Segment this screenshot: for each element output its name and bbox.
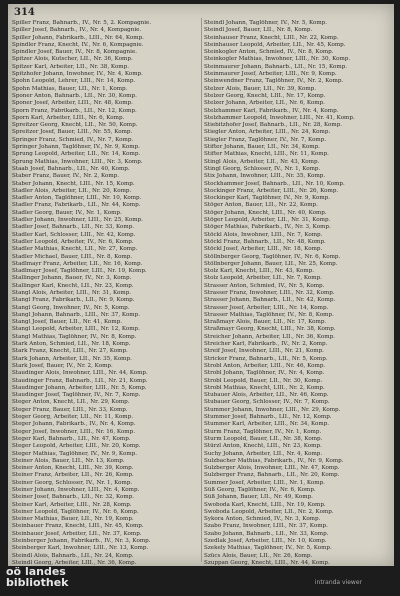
entry-line: Stingl Alois, Arbeiter, LII., Nr. 43, Komp. — [204, 158, 320, 165]
entry-line: Stangl Franz, Fabrikarb., LII., Nr. 9, Komp. — [12, 297, 135, 304]
entry-line: Stadler Georg, Bauer, IV., Nr. 1, Komp. — [12, 209, 122, 216]
entry-line: Streicher Karl, Fabrikarb., IV., Nr. 2, Komp. — [204, 341, 328, 348]
page-number: 314 — [14, 7, 35, 18]
entry-line: Steger Mathias, Taglöhner, IV., Nr. 9, Komp. — [12, 450, 137, 457]
viewer-footer — [0, 566, 400, 596]
entry-line: Stangl Johann, Bahnarb., LIII., Nr. 37, Komp. — [12, 311, 140, 318]
entry-line: Spitzer Alois, Kutscher, LII., Nr. 36, Komp. — [12, 56, 133, 63]
entry-line: Spreitzer Georg, Knecht, LII., Nr. 50, Komp. — [12, 122, 138, 129]
entry-line: Steger Georg, Arbeiter, LII., Nr. 11, Komp. — [12, 414, 133, 421]
entry-line: Staber Franz, Bauer, IV., Nr. 2, Komp. — [12, 173, 120, 180]
entry-line: Steger Karl, Bahnarb., LII., Nr. 47, Komp. — [12, 435, 131, 442]
entry-line: Springer Johann, Taglöhner, IV., Nr. 9, Komp. — [12, 144, 140, 151]
entry-line: Staab Josef, Bahnarb., LII., Nr. 40, Komp. — [12, 165, 130, 172]
entry-line: Stürzl Anton, Knecht, LIII., Nr. 23, Komp. — [204, 443, 322, 450]
right-column — [204, 20, 392, 566]
entry-line: Stingl Georg, Schlosser, IV., Nr. 1, Komp. — [204, 165, 321, 172]
entry-line: Steinmaurer Josef, Arbeiter, LIII., Nr. 9, Komp. — [204, 71, 337, 78]
entry-line: Strasser Mathias, Taglöhner, IV., Nr. 8, Komp. — [204, 311, 334, 318]
entry-line: Steiner Johann, Inwohner, LIII., Nr. 4, Komp. — [12, 487, 140, 493]
entry-line: Stifter Johann, Bauer, LII., Nr. 34, Komp. — [204, 144, 320, 151]
entry-line: Steiner Alois, Bauer, LII., Nr. 13, Komp. — [12, 457, 125, 464]
entry-line: Steiner Leopold, Taglöhner, IV., Nr. 6, Komp. — [12, 508, 139, 515]
entry-line: Stricker Franz, Bahnarb., LII., Nr. 5, Komp. — [204, 355, 328, 362]
entry-line: Stöger Mathias, Fabrikarb., IV., Nr. 3, Komp. — [204, 224, 331, 231]
entry-line: Steindl Josef, Bauer, LII., Nr. 8, Komp. — [204, 27, 313, 34]
library-logo[interactable] — [6, 566, 68, 588]
entry-line: Steiner Karl, Arbeiter, LIII., Nr. 28, Komp. — [12, 501, 132, 508]
entry-line: Strasser Josef, Arbeiter, LIII., Nr. 14, Komp. — [204, 304, 329, 311]
entry-line: Stelzhammer Leopold, Inwohner, LIII., Nr. 41, Komp. — [204, 114, 355, 121]
entry-line: Szabo Franz, Inwohner, LIII., Nr. 37, Komp. — [204, 523, 328, 530]
entry-line: Staber Johann, Knecht, LIII., Nr. 15, Komp. — [12, 180, 135, 187]
entry-line: Spitzer Karl, Arbeiter, LII., Nr. 38, Komp. — [12, 63, 129, 70]
entry-line: Steindl Georg, Arbeiter, LIII., Nr. 36, Komp. — [12, 559, 137, 566]
entry-line: Stöckl Alois, Inwohner, LIII., Nr. 7, Komp. — [204, 231, 323, 238]
entry-line: Sturm Franz, Taglöhner, IV., Nr. 1, Komp. — [204, 428, 322, 435]
entry-line: Stadler Franz, Fabrikarb., LII., Nr. 44, Komp. — [12, 202, 141, 209]
entry-line: Steinbauer Josef, Arbeiter, LII., Nr. 37, Komp. — [12, 530, 142, 537]
entry-line: Sulzberger Franz, Bahnarb., LII., Nr. 20, Komp. — [204, 472, 340, 479]
entry-line: Sulzberger Alois, Inwohner, LIII., Nr. 47, Komp. — [204, 465, 340, 472]
entry-line: Stöger Johann, Knecht, LIII., Nr. 40, Komp. — [204, 209, 327, 216]
left-column — [12, 20, 200, 566]
entry-line: Swoboda Karl, Knecht, LIII., Nr. 19, Komp. — [204, 501, 326, 508]
entry-line: Stelzer Alois, Bauer, LII., Nr. 39, Komp. — [204, 85, 316, 92]
entry-line: Stummer Karl, Arbeiter, LIII., Nr. 34, Komp. — [204, 421, 330, 428]
entry-line: Stangl Georg, Inwohner, IV., Nr. 5, Komp. — [12, 304, 130, 311]
entry-line: Strasser Franz, Inwohner, LIII., Nr. 32, Komp. — [204, 289, 335, 296]
entry-line: Staudinger Franz, Bahnarb., LII., Nr. 21, Komp. — [12, 377, 148, 384]
viewer-label: intranda viewer — [314, 579, 362, 586]
entry-line: Strobl Johann, Taglöhner, IV., Nr. 4, Komp. — [204, 370, 325, 377]
entry-line: Stöllnberger Georg, Taglöhner, IV., Nr. 6, Komp. — [204, 253, 341, 260]
entry-line: Spindler Josef, Bauer, IV., Nr. 8, Kompagnie. — [12, 49, 138, 56]
entry-line: Szuppan Georg, Knecht, LIII., Nr. 44, Komp. — [204, 559, 330, 566]
entry-line: Stadlmayr Josef, Taglöhner, LIII., Nr. 19, Komp. — [12, 268, 147, 275]
entry-line: Szekely Mathias, Taglöhner, IV., Nr. 5, Komp. — [204, 545, 332, 552]
entry-line: Steiner Josef, Bahnarb., LII., Nr. 32, Komp. — [12, 494, 135, 501]
entry-line: Stockhammer Josef, Bahnarb., LII., Nr. 10, Komp. — [204, 180, 345, 187]
entry-line: Stark Franz, Knecht, LIII., Nr. 27, Komp. — [12, 348, 128, 355]
entry-line: Stadler Michael, Bauer, LIII., Nr. 8, Komp. — [12, 253, 133, 260]
entry-line: Stadler Karl, Schlosser, LIII., Nr. 42, Komp. — [12, 231, 136, 238]
entry-line: Streif Josef, Inwohner, LIII., Nr. 21, Komp. — [204, 348, 324, 355]
entry-line: Spohn Mathias, Bauer, LII., Nr. 1, Komp. — [12, 85, 128, 92]
entry-line: Sponer Anton, Bahnarb., LII., Nr. 30, Komp. — [12, 92, 137, 99]
entry-line: Strobl Anton, Arbeiter, LIII., Nr. 46, Komp. — [204, 362, 326, 369]
entry-line: Spiller Josef, Bahnarb., IV., Nr. 4, Kompagnie. — [12, 27, 142, 34]
entry-line: Steger Johann, Fabrikarb., IV., Nr. 4, Komp. — [12, 421, 136, 428]
entry-line: Stockinger Franz, Arbeiter, LIII., Nr. 26, Komp. — [204, 187, 339, 194]
entry-line: Suchy Johann, Arbeiter, LII., Nr. 4, Komp. — [204, 450, 323, 457]
entry-line: Stubauer Alois, Arbeiter, LII., Nr. 46, Komp. — [204, 392, 329, 399]
entry-line: Steindl Johann, Taglöhner, IV., Nr. 5, Komp. — [204, 20, 328, 26]
entry-line: Stöllnberger Johann, Bauer, LII., Nr. 25, Komp. — [204, 260, 338, 267]
entry-line: Staudinger Johann, Arbeiter, LIII., Nr. 5, Komp. — [12, 384, 147, 391]
scanned-page — [8, 4, 394, 566]
entry-line: Steinmaurer Johann, Bahnarb., LII., Nr. 15, Komp. — [204, 63, 348, 70]
entry-line: Strasser Anton, Schmied, IV., Nr. 5, Komp. — [204, 282, 325, 289]
entry-line: Summer Josef, Arbeiter, LIII., Nr. 1, Komp. — [204, 479, 325, 486]
entry-line: Spitzhofer Johann, Inwohner, IV., Nr. 4, Komp. — [12, 71, 143, 78]
entry-line: Strobl Leopold, Bauer, LII., Nr. 30, Komp. — [204, 377, 323, 384]
entry-line: Steinberger Karl, Inwohner, LIII., Nr. 13, Komp. — [12, 545, 149, 552]
entry-line: Stöckl Franz, Bahnarb., LII., Nr. 48, Komp. — [204, 238, 326, 245]
entry-line: Stöger Anton, Bauer, LII., Nr. 22, Komp. — [204, 202, 318, 209]
entry-line: Stadler Johann, Inwohner, LIII., Nr. 25, Komp. — [12, 217, 143, 224]
entry-line: Stangl Mathias, Taglöhner, IV., Nr. 8, Komp. — [12, 333, 137, 340]
entry-line: Springer Franz, Schmied, IV., Nr. 7, Komp. — [12, 136, 134, 143]
entry-line: Steiner Georg, Schlosser, IV., Nr. 1, Komp. — [12, 479, 133, 486]
entry-line: Szabo Johann, Bahnarb., LII., Nr. 33, Komp. — [204, 530, 329, 537]
entry-line: Stelzhammer Karl, Fabrikarb., IV., Nr. 4, Komp. — [204, 107, 339, 114]
entry-line: Stolz Karl, Knecht, LIII., Nr. 43, Komp. — [204, 268, 315, 275]
entry-line: Süß Johann, Bauer, LII., Nr. 49, Komp. — [204, 494, 313, 501]
entry-line: Stöger Leopold, Arbeiter, LII., Nr. 31, Komp. — [204, 217, 331, 224]
logo-line-1: oö landes — [6, 565, 66, 578]
entry-line: Sprung Mathias, Inwohner, LIII., Nr. 3, Komp. — [12, 158, 143, 165]
entry-line: Stadler Leopold, Arbeiter, IV., Nr. 6, Komp. — [12, 238, 134, 245]
entry-line: Stöckl Josef, Arbeiter, LIII., Nr. 18, Komp. — [204, 246, 323, 253]
entry-line: Stangl Leopold, Arbeiter, LIII., Nr. 12, Komp. — [12, 326, 140, 333]
entry-line: Steindl Alois, Bahnarb., LII., Nr. 24, Komp. — [12, 552, 134, 559]
entry-line: Stangl Josef, Bauer, LII., Nr. 41, Komp. — [12, 319, 123, 326]
entry-line: Sturm Leopold, Bauer, LII., Nr. 38, Komp. — [204, 435, 323, 442]
entry-line: Sporn Karl, Arbeiter, LIII., Nr. 6, Komp. — [12, 114, 125, 121]
entry-line: Spiller Franz, Bahnarb., IV., Nr. 5, 2. Kompagnie. — [12, 20, 152, 26]
entry-line: Stark Johann, Arbeiter, LII., Nr. 35, Komp. — [12, 355, 132, 362]
entry-line: Staudinger Alois, Inwohner, LIII., Nr. 44, Komp. — [12, 370, 148, 377]
entry-line: Stiegler Franz, Taglöhner, IV., Nr. 7, Komp. — [204, 136, 327, 143]
entry-line: Steinkogler Anton, Schmied, IV., Nr. 8, Komp. — [204, 49, 334, 56]
entry-line: Stummer Josef, Bahnarb., LII., Nr. 12, Komp. — [204, 414, 332, 421]
entry-line: Stifter Mathias, Knecht, LIII., Nr. 11, Komp. — [204, 151, 329, 158]
entry-line: Stelzer Johann, Arbeiter, LII., Nr. 6, Komp. — [204, 100, 325, 107]
entry-line: Stadler Mathias, Knecht, LII., Nr. 27, Komp. — [12, 246, 138, 253]
entry-line: Strobl Mathias, Knecht, LIII., Nr. 2, Komp. — [204, 384, 325, 391]
entry-line: Sprung Leopold, Arbeiter, LII., Nr. 14, Komp. — [12, 151, 141, 158]
entry-line: Steger Josef, Inwohner, LIII., Nr. 16, Komp. — [12, 428, 135, 435]
entry-line: Stiegler Anton, Arbeiter, LIII., Nr. 24, Komp. — [204, 129, 331, 136]
column-divider — [201, 18, 202, 562]
entry-line: Sponer Josef, Arbeiter, LIII., Nr. 48, Komp. — [12, 100, 133, 107]
entry-line: Spiller Johann, Fabrikarb., LIII., Nr. 64, Komp. — [12, 34, 144, 41]
entry-line: Stallinger Johann, Bauer, IV., Nr. 3, Komp. — [12, 275, 132, 282]
entry-line: Steger Anton, Knecht, LII., Nr. 29, Komp. — [12, 399, 130, 406]
entry-line: Steger Leopold, Arbeiter, LIII., Nr. 20, Komp. — [12, 443, 141, 450]
entry-line: Stubauer Georg, Schlosser, IV., Nr. 7, Komp. — [204, 399, 330, 406]
entry-line: Swoboda Leopold, Arbeiter, LII., Nr. 2, Komp. — [204, 508, 334, 515]
entry-line: Stelzer Georg, Knecht, LIII., Nr. 17, Komp. — [204, 92, 326, 99]
entry-line: Stangl Alois, Arbeiter, LIII., Nr. 31, Komp. — [12, 289, 132, 296]
entry-line: Stark Anton, Schmied, LII., Nr. 18, Komp. — [12, 341, 131, 348]
entry-line: Stix Johann, Inwohner, LIII., Nr. 35, Komp. — [204, 173, 326, 180]
entry-line: Stiebitzhofer Josef, Bahnarb., LII., Nr. 28, Komp. — [204, 122, 343, 129]
entry-line: Steinhauser Leopold, Arbeiter, LII., Nr. 45, Komp. — [204, 41, 346, 48]
entry-line: Steinhauser Franz, Knecht, LIII., Nr. 22, Komp. — [204, 34, 339, 41]
logo-line-2: bibliothek — [6, 576, 69, 589]
entry-line: Steinkogler Mathias, Inwohner, LIII., Nr. 30, Komp. — [204, 56, 351, 63]
entry-line: Straßmayr Georg, Knecht, LIII., Nr. 38, Komp. — [204, 326, 336, 333]
entry-line: Spindler Franz, Knecht, IV., Nr. 6, Kompagnie. — [12, 41, 144, 48]
entry-line: Sulzbacher Mathias, Fabrikarb., IV., Nr. 9, Komp. — [204, 457, 344, 464]
entry-line: Sykora Anton, Schmied, IV., Nr. 3, Komp. — [204, 516, 321, 523]
entry-line: Szücs Alois, Bauer, LII., Nr. 26, Komp. — [204, 552, 313, 559]
entry-line: Stummer Johann, Inwohner, LIII., Nr. 29, Komp. — [204, 406, 341, 413]
entry-line: Staudinger Josef, Taglöhner, IV., Nr. 7, Komp. — [12, 392, 141, 399]
entry-line: Stolz Leopold, Arbeiter, LII., Nr. 7, Komp. — [204, 275, 322, 282]
entry-line: Steinbauer Franz, Knecht, LIII., Nr. 45, Komp. — [12, 523, 144, 530]
entry-line: Spreitzer Josef, Bauer, LIII., Nr. 55, Komp. — [12, 129, 133, 136]
entry-line: Steger Franz, Bauer, LIII., Nr. 33, Komp. — [12, 406, 128, 413]
entry-line: Straßmayr Alois, Bauer, LII., Nr. 17, Komp. — [204, 319, 327, 326]
entry-line: Steinwendner Franz, Taglöhner, IV., Nr. 2, Komp. — [204, 78, 344, 85]
entry-line: Steiner Franz, Arbeiter, LII., Nr. 26, Komp. — [12, 472, 134, 479]
entry-line: Stadlmayr Franz, Arbeiter, LII., Nr. 16, Komp. — [12, 260, 143, 267]
entry-line: Stark Josef, Bauer, IV., Nr. 2, Komp. — [12, 362, 113, 369]
entry-line: Steiner Anton, Knecht, LIII., Nr. 39, Komp. — [12, 465, 134, 472]
entry-line: Steinberger Johann, Fabrikarb., IV., Nr. 3, Komp. — [12, 538, 151, 545]
entry-line: Steiner Mathias, Bauer, LII., Nr. 19, Komp. — [12, 516, 134, 523]
entry-line: Stockinger Karl, Taglöhner, IV., Nr. 9, Komp. — [204, 195, 331, 202]
entry-line: Stallinger Karl, Knecht, LII., Nr. 23, Komp. — [12, 282, 134, 289]
entry-line: Stadler Anton, Taglöhner, LIII., Nr. 10, Komp. — [12, 195, 142, 202]
entry-line: Stadler Josef, Bahnarb., LII., Nr. 33, Komp. — [12, 224, 135, 231]
entry-line: Süß Georg, Taglöhner, IV., Nr. 6, Komp. — [204, 487, 316, 493]
entry-line: Stadler Alois, Arbeiter, LII., Nr. 20, Komp. — [12, 187, 132, 194]
entry-line: Sporn Franz, Fabrikarb., LII., Nr. 12, Komp. — [12, 107, 137, 114]
entry-line: Strasser Johann, Bahnarb., LII., Nr. 42, Komp. — [204, 297, 336, 304]
entry-line: Streicher Johann, Arbeiter, LII., Nr. 36, Komp. — [204, 333, 335, 340]
entry-line: Spohn Leopold, Lehrer, LIII., Nr. 14, Komp. — [12, 78, 136, 85]
entry-line: Szedlak Josef, Arbeiter, LIII., Nr. 10, Komp. — [204, 538, 327, 545]
